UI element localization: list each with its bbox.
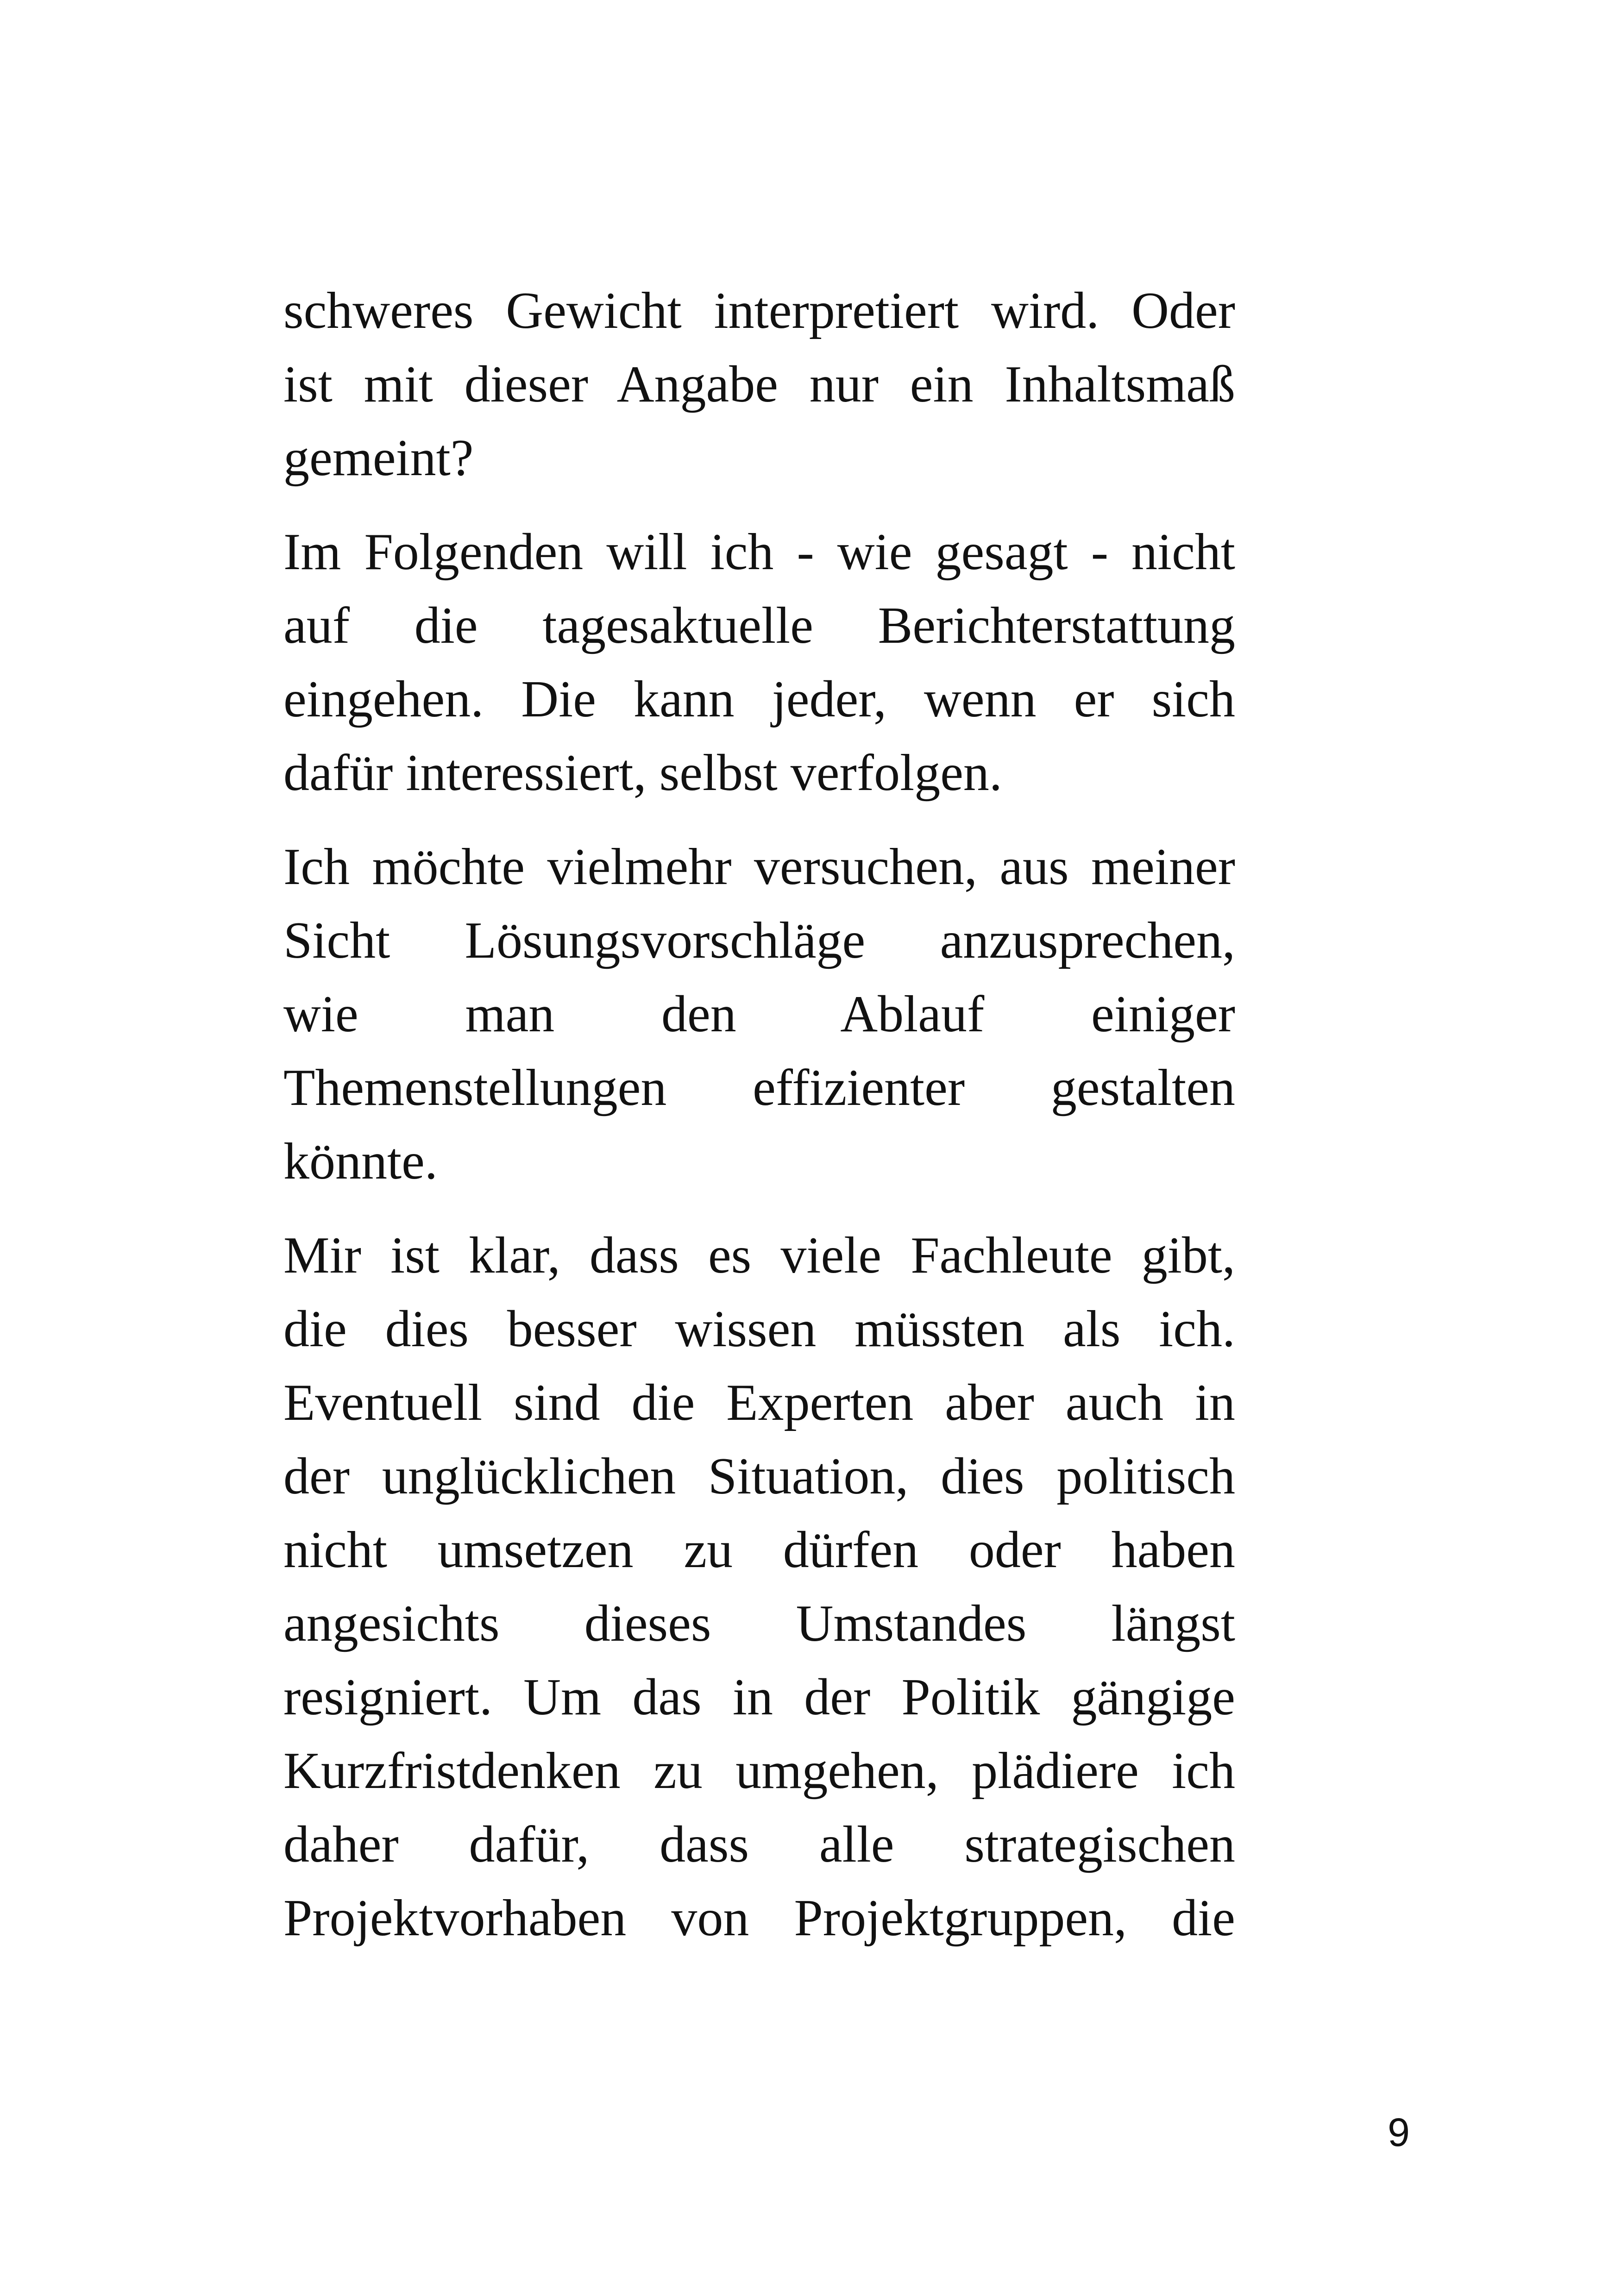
- text-line: Ich möchte vielmehr versuchen, aus meiner: [283, 838, 1235, 896]
- text-line: daher dafür, dass alle strategischen: [283, 1816, 1235, 1873]
- text-line: Themenstellungen effizienter gestalten: [283, 1059, 1235, 1117]
- text-line: Eventuell sind die Experten aber auch in: [283, 1374, 1235, 1431]
- text-line: Kurzfristdenken zu umgehen, plädiere ich: [283, 1742, 1235, 1800]
- text-line: gemeint?: [283, 429, 474, 487]
- text-line: nicht umsetzen zu dürfen oder haben: [283, 1521, 1235, 1579]
- text-line: angesichts dieses Umstandes längst: [283, 1595, 1235, 1652]
- text-line: Projektvorhaben von Projektgruppen, die: [283, 1889, 1235, 1947]
- text-line: der unglücklichen Situation, dies politisch: [283, 1448, 1235, 1505]
- page-number: 9: [1388, 2110, 1410, 2155]
- text-line: resigniert. Um das in der Politik gängige: [283, 1669, 1235, 1726]
- text-line: Mir ist klar, dass es viele Fachleute gibt,: [283, 1227, 1235, 1284]
- paragraph-3: [283, 830, 1235, 1198]
- text-line: die dies besser wissen müssten als ich.: [283, 1300, 1235, 1358]
- text-line: wie man den Ablauf einiger: [283, 985, 1235, 1043]
- text-line: ist mit dieser Angabe nur ein Inhaltsmaß: [283, 356, 1235, 413]
- paragraph-1: [283, 274, 1235, 495]
- text-line: Sicht Lösungsvorschläge anzusprechen,: [283, 912, 1235, 969]
- text-line: könnte.: [283, 1133, 438, 1190]
- body-text: [283, 274, 1235, 1976]
- text-line: auf die tagesaktuelle Berichterstattung: [283, 597, 1235, 654]
- paragraph-4: [283, 1219, 1235, 1955]
- text-line: eingehen. Die kann jeder, wenn er sich: [283, 671, 1235, 728]
- paragraph-2: [283, 515, 1235, 810]
- text-line: dafür interessiert, selbst verfolgen.: [283, 744, 1002, 802]
- text-line: schweres Gewicht interpretiert wird. Oder: [283, 282, 1235, 339]
- text-line: Im Folgenden will ich - wie gesagt - nicht: [283, 523, 1235, 581]
